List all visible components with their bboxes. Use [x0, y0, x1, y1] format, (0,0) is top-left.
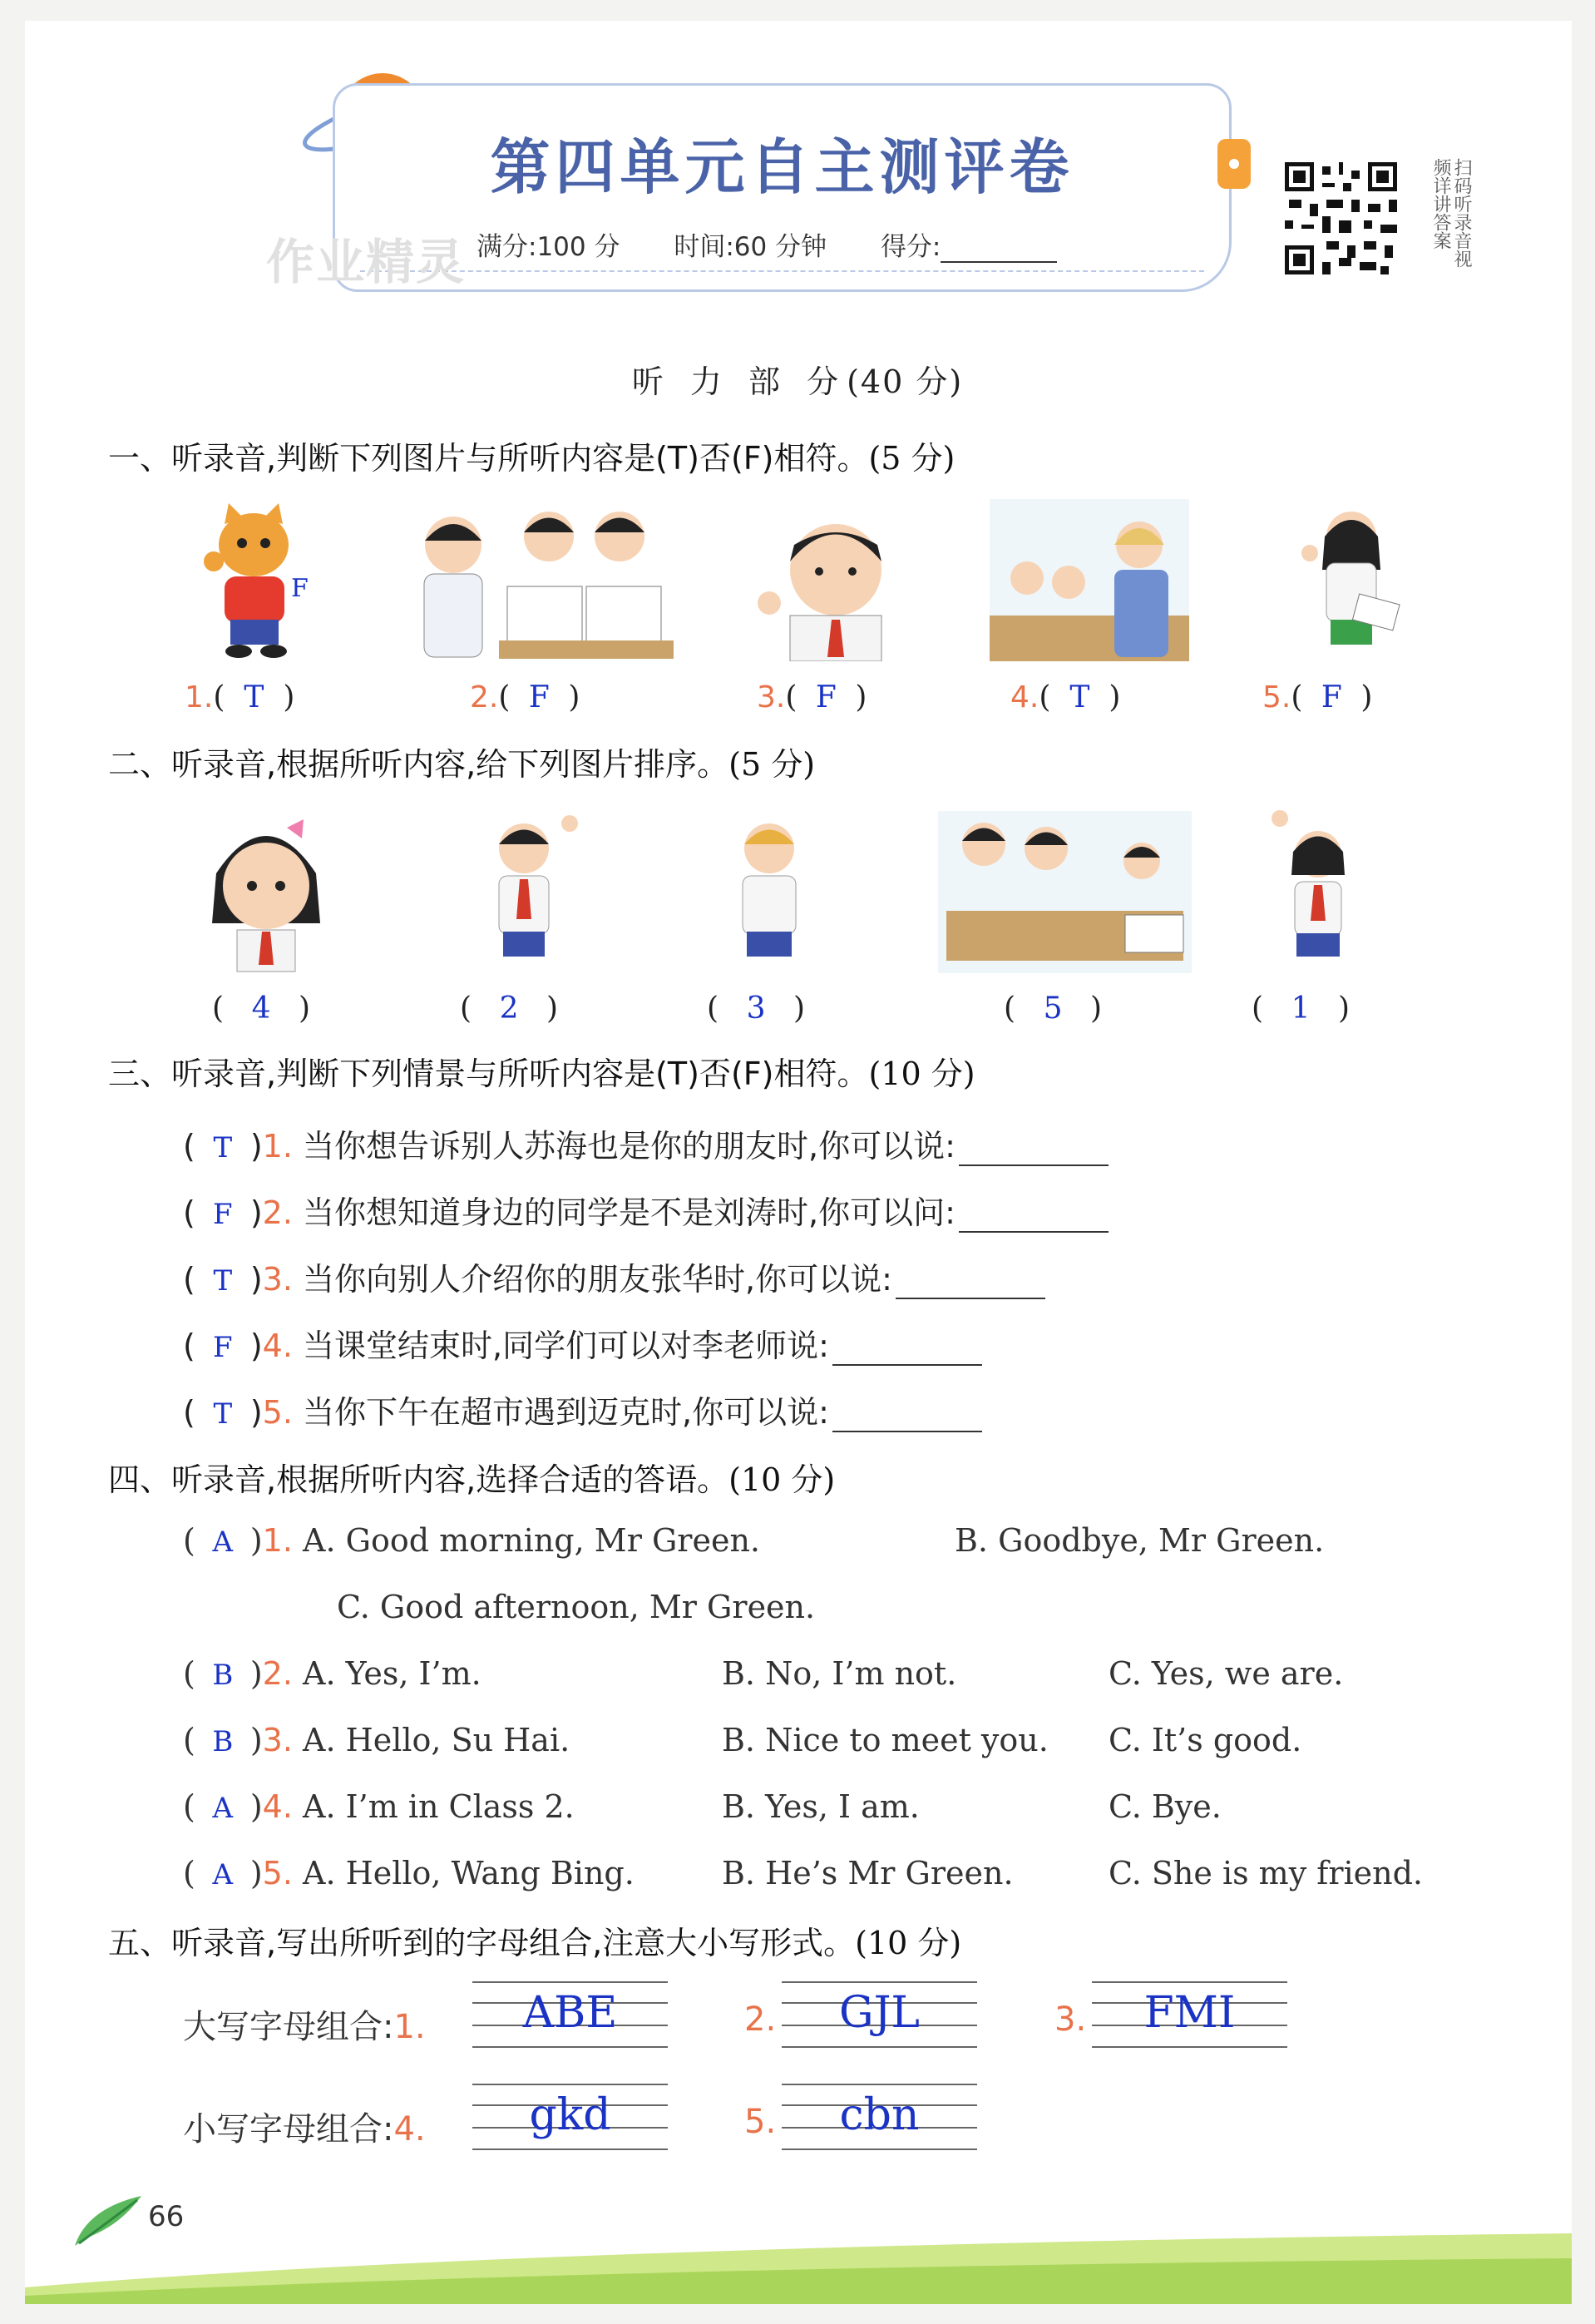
q4-item-4: ( A )4. A. I’m in Class 2.: [183, 1788, 575, 1825]
q3-answer[interactable]: T: [213, 1264, 233, 1298]
q1-item-number: 2.: [470, 680, 499, 715]
q4-item-2-c: C. Yes, we are.: [1109, 1655, 1344, 1692]
q1-answer[interactable]: T: [1069, 680, 1090, 715]
option-a: A. Hello, Su Hai.: [303, 1722, 570, 1758]
q3-item-number: 4.: [262, 1328, 293, 1364]
answer-blank[interactable]: [896, 1273, 1045, 1299]
students-reading-illustration: [416, 503, 682, 661]
q3-points: (10 分): [868, 1056, 975, 1092]
q1-item-number: 5.: [1262, 680, 1291, 715]
q2-answer[interactable]: 4: [251, 991, 271, 1026]
section-title-text: 听 力 部 分: [631, 363, 847, 400]
q5-answer: FMI: [1143, 1988, 1236, 2038]
q3-item-5: ( T )5. 当你下午在超市遇到迈克时,你可以说:: [183, 1387, 982, 1432]
girl-raising-hand-illustration: [1268, 808, 1368, 973]
q4-item-3-b: B. Nice to meet you.: [722, 1722, 1049, 1758]
q4-answer[interactable]: A: [212, 1525, 234, 1559]
q4-item-5-b: B. He’s Mr Green.: [722, 1855, 1014, 1891]
q5-heading-text: 五、听录音,写出所听到的字母组合,注意大小写形式。: [108, 1925, 856, 1961]
q3-item-1: ( T )1. 当你想告诉别人苏海也是你的朋友时,你可以说:: [183, 1120, 1109, 1166]
q5-answer: cbn: [839, 2090, 920, 2140]
q1-item-5: 5.( F ): [1262, 680, 1373, 715]
q3-item-text: 当你下午在超市遇到迈克时,你可以说:: [303, 1394, 829, 1431]
q5-answer: ABE: [522, 1988, 618, 2038]
q3-answer[interactable]: F: [213, 1331, 233, 1364]
page-number: 66: [148, 2200, 185, 2233]
q3-answer[interactable]: T: [213, 1397, 233, 1431]
option-a: A. I’m in Class 2.: [303, 1788, 575, 1825]
divider: [360, 270, 1204, 272]
q5-points: (10 分): [855, 1925, 962, 1961]
q2-points: (5 分): [728, 746, 816, 783]
q3-item-number: 2.: [262, 1194, 293, 1231]
q3-item-2: ( F )2. 当你想知道身边的同学是不是刘涛时,你可以问:: [183, 1187, 1109, 1233]
title-card: [333, 83, 1232, 292]
stray-answer-mark: F: [291, 574, 309, 603]
q3-item-number: 1.: [262, 1128, 293, 1164]
q3-item-number: 5.: [262, 1394, 293, 1431]
q5-item-5-label: [744, 2103, 776, 2141]
q2-item-3: ( 3 ): [707, 991, 806, 1026]
q4-item-5: ( A )5. A. Hello, Wang Bing.: [183, 1855, 635, 1891]
q4-item-number: 3.: [262, 1722, 293, 1758]
q4-item-5-c: C. She is my friend.: [1109, 1855, 1424, 1891]
question-3-heading: [108, 1048, 975, 1094]
watermark: 作业精灵: [266, 234, 467, 290]
time-limit: 时间:60 分钟: [674, 232, 827, 262]
q4-answer[interactable]: B: [212, 1659, 234, 1692]
q2-item-1: ( 4 ): [212, 991, 311, 1026]
section-points: (40 分): [847, 363, 964, 400]
q1-heading-text: 一、听录音,判断下列图片与所听内容是(T)否(F)相符。: [108, 440, 869, 477]
title-meta: [477, 225, 1103, 263]
q3-item-number: 3.: [262, 1261, 293, 1298]
question-2-heading: [108, 739, 815, 784]
q1-item-1: 1.( T ): [185, 680, 295, 715]
q3-answer[interactable]: T: [213, 1131, 233, 1164]
waving-boy-illustration: [753, 503, 911, 661]
q3-item-text: 当课堂结束时,同学们可以对李老师说:: [303, 1328, 829, 1364]
boy-raising-hand-illustration: [453, 811, 595, 973]
q4-item-number: 5.: [262, 1855, 293, 1891]
q5-answer: gkd: [529, 2090, 611, 2140]
tab-decoration: [1217, 139, 1251, 189]
q5-item-number: 3.: [1054, 2000, 1087, 2039]
section-title: [0, 356, 1595, 402]
q4-item-4-b: B. Yes, I am.: [722, 1788, 920, 1825]
q5-answer: GJL: [839, 1988, 920, 2038]
qr-label: 扫码听录音视频详讲答案: [1430, 158, 1472, 268]
q2-heading-text: 二、听录音,根据所听内容,给下列图片排序。: [108, 746, 729, 783]
q3-item-text: 当你想告诉别人苏海也是你的朋友时,你可以说:: [303, 1128, 956, 1164]
q4-item-1: ( A )1. A. Good morning, Mr Green.: [183, 1522, 760, 1559]
q4-item-number: 1.: [262, 1522, 293, 1559]
q2-item-5: ( 1 ): [1252, 991, 1351, 1026]
q1-item-number: 3.: [757, 680, 786, 715]
q2-item-4: ( 5 ): [1004, 991, 1103, 1026]
q2-answer[interactable]: 2: [499, 991, 519, 1026]
q3-item-text: 当你向别人介绍你的朋友张华时,你可以说:: [303, 1261, 892, 1298]
q4-answer[interactable]: A: [212, 1858, 234, 1891]
footer-wave: [25, 2229, 1572, 2304]
q4-item-2-b: B. No, I’m not.: [722, 1655, 957, 1692]
q1-item-2: 2.( F ): [470, 680, 580, 715]
question-1-heading: [108, 433, 955, 478]
q4-item-3-c: C. It’s good.: [1109, 1722, 1302, 1758]
q3-answer[interactable]: F: [213, 1198, 233, 1231]
q3-heading-text: 三、听录音,判断下列情景与所听内容是(T)否(F)相符。: [108, 1056, 869, 1092]
q1-item-3: 3.( F ): [757, 680, 867, 715]
score-blank[interactable]: [941, 238, 1057, 263]
lowercase-label: 小写字母组合:: [183, 2110, 394, 2148]
option-a: A. Good morning, Mr Green.: [303, 1522, 760, 1559]
blonde-boy-illustration: [715, 811, 823, 973]
letter-lines-1[interactable]: [472, 1981, 668, 2050]
q1-item-number: 1.: [185, 680, 214, 715]
q3-item-3: ( T )3. 当你向别人介绍你的朋友张华时,你可以说:: [183, 1253, 1045, 1299]
q4-answer[interactable]: B: [212, 1725, 234, 1758]
letter-lines-4[interactable]: [472, 2084, 668, 2152]
q1-item-number: 4.: [1010, 680, 1039, 715]
lowercase-row-label: [183, 2103, 426, 2150]
q4-answer[interactable]: A: [212, 1792, 234, 1825]
q5-item-number: 1.: [393, 2008, 426, 2046]
score-label: 得分:: [880, 232, 941, 262]
option-a: A. Hello, Wang Bing.: [303, 1855, 635, 1891]
q5-item-2-label: [744, 2000, 776, 2039]
page-title: 第四单元自主测评卷: [490, 132, 1074, 202]
q4-item-1-c: C. Good afternoon, Mr Green.: [337, 1589, 816, 1625]
q3-item-4: ( F )4. 当课堂结束时,同学们可以对李老师说:: [183, 1320, 982, 1366]
letter-lines-5[interactable]: [782, 2084, 977, 2152]
answer-blank[interactable]: [832, 1339, 982, 1366]
q3-item-text: 当你想知道身边的同学是不是刘涛时,你可以问:: [303, 1194, 956, 1231]
letter-lines-3[interactable]: [1092, 1981, 1287, 2050]
q5-item-number: 5.: [744, 2103, 777, 2141]
uppercase-label: 大写字母组合:: [183, 2008, 394, 2046]
letter-lines-2[interactable]: [782, 1981, 977, 2050]
answer-blank[interactable]: [832, 1406, 982, 1432]
q5-item-number: 4.: [393, 2110, 426, 2148]
q2-answer[interactable]: 1: [1291, 991, 1311, 1026]
q4-item-number: 4.: [262, 1788, 293, 1825]
qr-code-icon[interactable]: [1281, 158, 1401, 279]
q1-answer[interactable]: F: [528, 680, 550, 715]
q4-item-1-b: B. Goodbye, Mr Green.: [955, 1522, 1325, 1559]
q4-item-4-c: C. Bye.: [1109, 1788, 1222, 1825]
q2-answer[interactable]: 3: [746, 991, 766, 1026]
q5-item-3-label: [1054, 2000, 1086, 2039]
option-a: A. Yes, I’m.: [303, 1655, 481, 1692]
q1-points: (5 分): [868, 440, 956, 477]
q5-item-number: 2.: [744, 2000, 777, 2039]
answer-blank[interactable]: [959, 1206, 1109, 1233]
q1-answer[interactable]: T: [244, 680, 264, 715]
full-score: 满分:100 分: [477, 232, 620, 262]
q1-answer[interactable]: F: [815, 680, 837, 715]
q2-item-2: ( 2 ): [460, 991, 559, 1026]
q4-points: (10 分): [728, 1461, 836, 1498]
q4-item-3: ( B )3. A. Hello, Su Hai.: [183, 1722, 570, 1758]
girl-with-bow-illustration: [204, 807, 328, 973]
question-5-heading: [108, 1917, 961, 1963]
q2-answer[interactable]: 5: [1043, 991, 1063, 1026]
q4-heading-text: 四、听录音,根据所听内容,选择合适的答语。: [108, 1461, 729, 1498]
question-4-heading: [108, 1454, 835, 1500]
teacher-students-illustration: [990, 499, 1189, 661]
answer-blank[interactable]: [959, 1140, 1109, 1166]
q1-answer[interactable]: F: [1321, 680, 1342, 715]
q1-item-4: 4.( T ): [1010, 680, 1121, 715]
classroom-boys-illustration: [938, 811, 1192, 973]
uppercase-row-label: [183, 2000, 426, 2048]
waving-girl-illustration: [1297, 503, 1405, 661]
q4-item-2: ( B )2. A. Yes, I’m.: [183, 1655, 481, 1692]
q4-item-number: 2.: [262, 1655, 293, 1692]
